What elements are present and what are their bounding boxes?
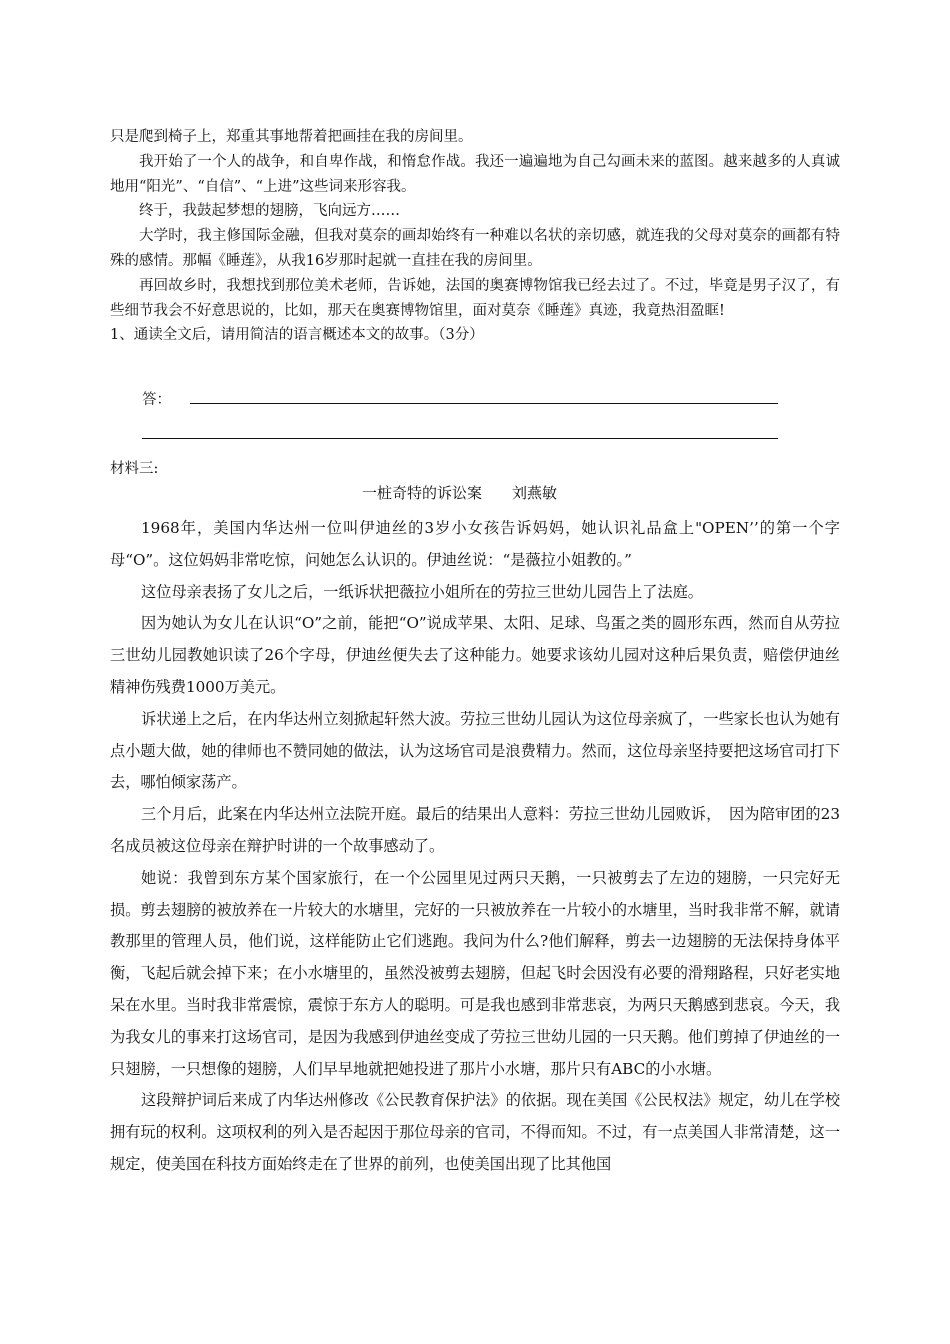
paragraph: 大学时，我主修国际金融，但我对莫奈的画却始终有一种难以名状的亲切感，就连我的父母对莫奈的画都有特殊的感情。那幅《睡莲》，从我16岁那时起就一直挂在我的房间里。 xyxy=(110,228,840,269)
paragraph: 三个月后，此案在内华达州立法院开庭。最后的结果出人意料：劳拉三世幼儿园败诉， 因为陪审团的23名成员被这位母亲在辩护时讲的一个故事感动了。 xyxy=(110,805,840,855)
document-page xyxy=(110,125,840,348)
section-label: 材料三: xyxy=(110,461,159,477)
paragraph: 我开始了一个人的战争，和自卑作战，和惰怠作战。我还一遍遍地为自己勾画未来的蓝图。越来越多的人真诚地用“阳光”、“自信”、“上进”这些词来形容我。 xyxy=(110,153,840,195)
article-title: 一桩奇特的诉讼案 刘燕敏 xyxy=(362,484,558,502)
paragraph: 再回故乡时，我想找到那位美术老师，告诉她，法国的奥赛博物馆我已经去过了。不过，毕竟是男子汉了，有些细节我会不好意思说的，比如，那天在奥赛博物馆里，面对莫奈《睡莲》真迹，我竟热泪盈眶! xyxy=(110,277,840,319)
answer-area xyxy=(110,380,840,450)
answer-line-1[interactable] xyxy=(190,403,778,404)
paragraph: 1968年，美国内华达州一位叫伊迪丝的3岁小女孩告诉妈妈，她认识礼品盒上"OPEN’’的第一个字母“O”。这位妈妈非常吃惊，问她怎么认识的。伊迪丝说：“是薇拉小姐教的。” xyxy=(110,519,840,569)
question-1: 1、通读全文后，请用简洁的语言概述本文的故事。（3分） xyxy=(110,327,484,344)
paragraph-continued: 只是爬到椅子上，郑重其事地帮着把画挂在我的房间里。 xyxy=(110,129,473,145)
answer-line-2[interactable] xyxy=(142,438,778,439)
paragraph: 诉状递上之后，在内华达州立刻掀起轩然大波。劳拉三世幼儿园认为这位母亲疯了，一些家长也认为她有点小题大做，她的律师也不赞同她的做法，认为这场官司是浪费精力。然而，这位母亲坚持要把这场官司打下去，哪怕倾家荡产。 xyxy=(110,709,840,792)
paragraph: 这段辩护词后来成了内华达州修改《公民教育保护法》的依据。现在美国《公民权法》规定，幼儿在学校拥有玩的权利。这项权利的列入是否起因于那位母亲的官司，不得而知。不过，有一点美国人非常清楚，这一规定，使美国在科技方面始终走在了世界的前列，也使美国出现了比其他国 xyxy=(110,1091,840,1173)
paragraph: 这位母亲表扬了女儿之后，一纸诉状把薇拉小姐所在的劳拉三世幼儿园告上了法庭。 xyxy=(141,582,703,601)
paragraph: 她说：我曾到东方某个国家旅行，在一个公园里见过两只天鹅，一只被剪去了左边的翅膀，一只完好无损。剪去翅膀的被放养在一片较大的水塘里，完好的一只被放养在一片较小的水塘里，当时我非常不解，就请教那里的管理人员，他们说，这样能防止它们逃跑。我问为什么?他们解释，剪去一边翅膀的无法保持身体平衡，飞起后就会掉下来；在小水塘里的，虽然没被剪去翅膀，但起飞时会因没有必要的滑翔路程，只好老实地呆在水里。当时我非常震惊，震惊于东方人的聪明。可是我也感到非常悲哀，为两只天鹅感到悲哀。今天，我为我女儿的事来打这场官司，是因为我感到伊迪丝变成了劳拉三世幼儿园的一只天鹅。他们剪掉了伊迪丝的一只翅膀，一只想像的翅膀，人们早早地就把她投进了那片小水塘，那片只有ABC的小水塘。 xyxy=(110,868,840,1078)
paragraph: 终于，我鼓起梦想的翅膀，飞向远方…… xyxy=(139,203,400,220)
answer-label: 答： xyxy=(142,392,171,408)
paragraph: 因为她认为女儿在认识“O”之前，能把“O”说成苹果、太阳、足球、鸟蛋之类的圆形东西，然而自从劳拉三世幼儿园教她识读了26个字母，伊迪丝便失去了这种能力。她要求该幼儿园对这种后果负责，赔偿伊迪丝精神伤残费1000万美元。 xyxy=(110,614,840,696)
passage-bottom xyxy=(110,513,840,1181)
